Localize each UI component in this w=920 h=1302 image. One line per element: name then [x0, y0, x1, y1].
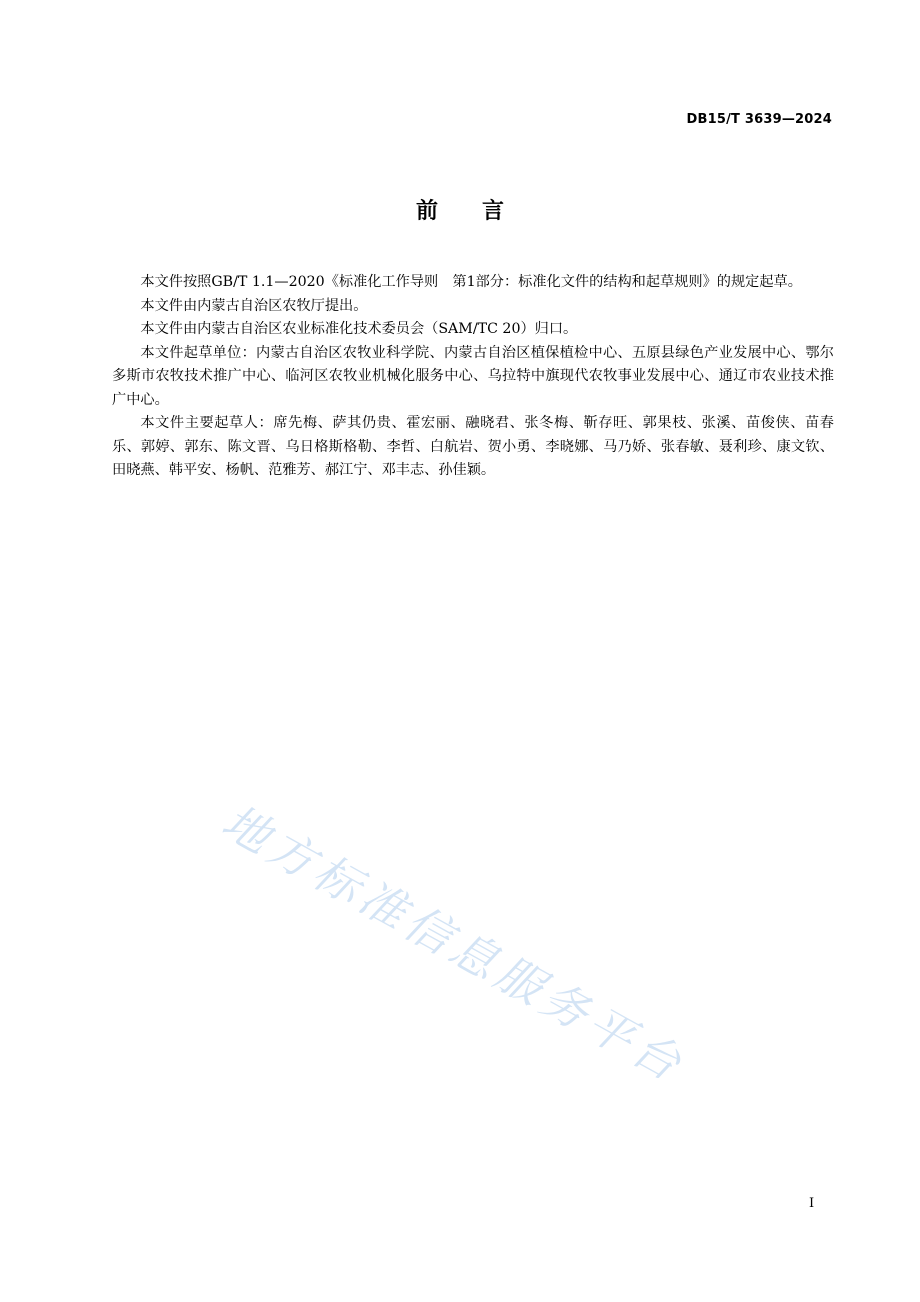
document-code: DB15/T 3639—2024	[686, 112, 832, 127]
paragraph-centralized-by: 本文件由内蒙古自治区农业标准化技术委员会（SAM/TC 20）归口。	[140, 321, 578, 337]
paragraph-drafting-rules: 本文件按照GB/T 1.1—2020《标准化工作导则 第1部分：标准化文件的结构和起草规则》的规定起草。	[140, 274, 802, 290]
heading-char-2: 言	[482, 199, 505, 224]
foreword-body	[112, 271, 834, 483]
page-number: I	[809, 1196, 815, 1211]
heading-char-1: 前	[415, 199, 438, 224]
watermark-text: 地方标准信息服务平台	[213, 794, 695, 1094]
paragraph-proposed-by: 本文件由内蒙古自治区农牧厅提出。	[140, 297, 368, 314]
paragraph-drafting-units: 本文件起草单位：内蒙古自治区农牧业科学院、内蒙古自治区植保植检中心、五原县绿色产业发展中心、鄂尔多斯市农牧技术推广中心、临河区农牧业机械化服务中心、乌拉特中旗现代农牧事业发展中心、通辽市农业技术推广中心。	[112, 344, 834, 408]
section-heading	[0, 194, 920, 225]
paragraph-drafters: 本文件主要起草人：席先梅、萨其仍贵、霍宏丽、融晓君、张冬梅、靳存旺、郭果枝、张溪、苗俊侠、苗春乐、郭婷、郭东、陈文晋、乌日格斯格勒、李哲、白航岩、贺小勇、李晓娜、马乃娇、张春敏、聂利珍、康文钦、田晓燕、韩平安、杨帆、范雅芳、郝江宁、邓丰志、孙佳颖。	[112, 415, 834, 478]
